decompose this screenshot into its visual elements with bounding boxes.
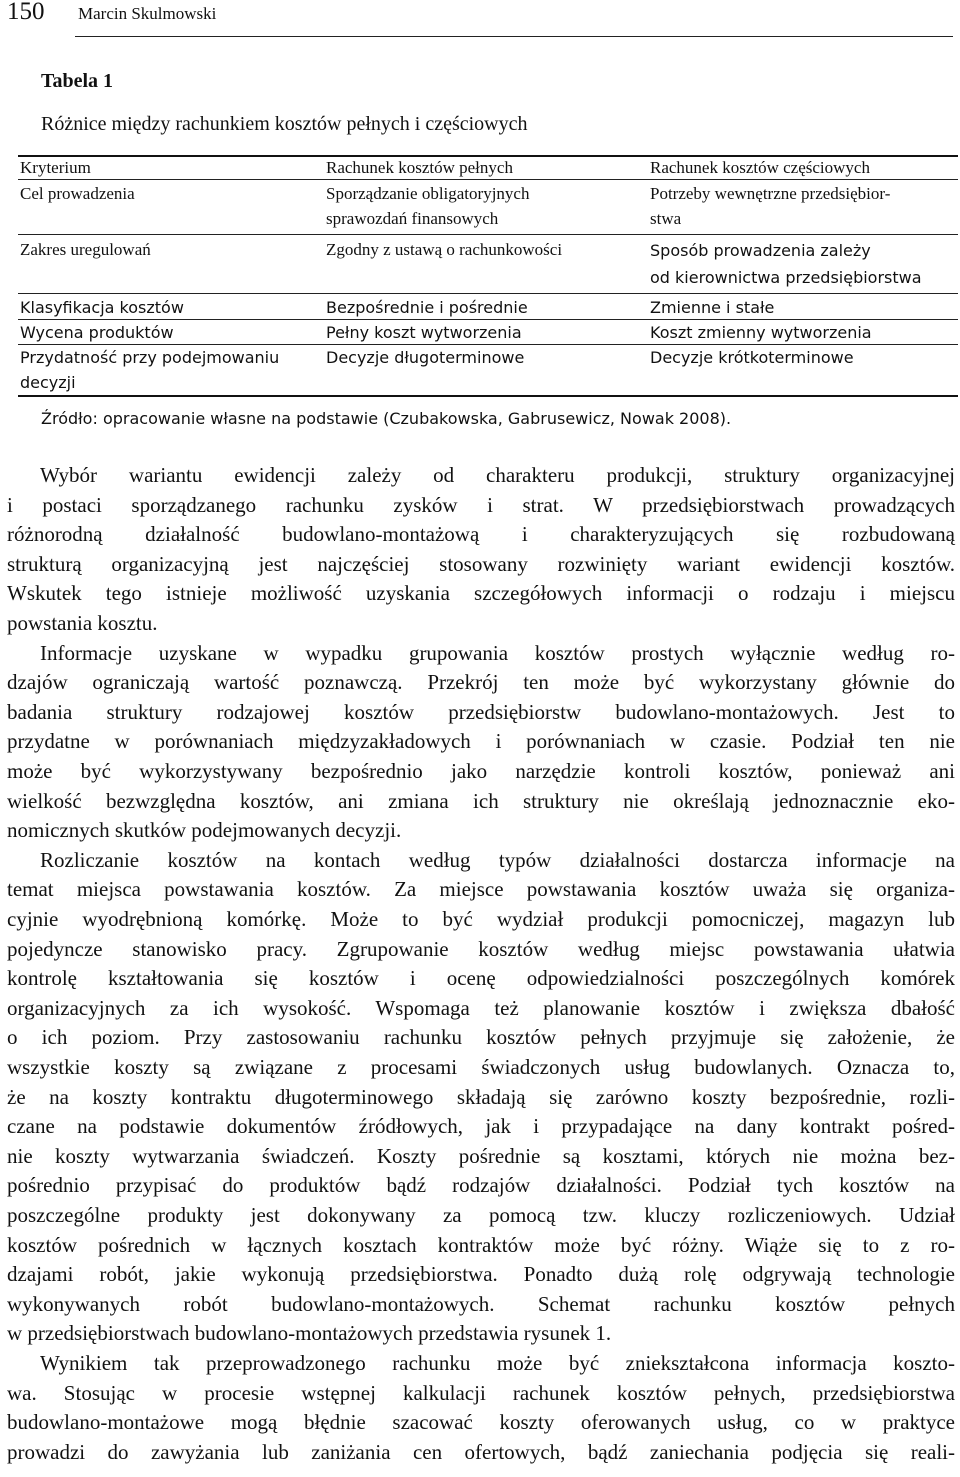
body-line: organizacyjnych za ich wysokość. Wspomaga też planowanie kosztów i zwiększa dbałość [7,996,955,1020]
row-rule [18,293,958,294]
body-line: Wybór wariantu ewidencji zależy od charakteru produkcji, struktury organizacyjnej [40,463,955,487]
body-line: czane na podstawie dokumentów źródłowych, jak i przypadające na dany kontrakt pośred- [7,1114,955,1138]
header-cell-partial-costing: Rachunek kosztów częściowych [650,158,870,177]
body-line: może być wykorzystywany bezpośrednio jako narzędzie kontroli kosztów, ponieważ ani [7,759,955,783]
cell-line: decyzji [20,373,76,392]
body-line: wszystkie koszty są związane z procesami świadczonych usług budowlanych. Oznacza to, [7,1055,955,1079]
cell-line: Pełny koszt wytworzenia [326,323,522,342]
cell-line: Decyzje krótkoterminowe [650,348,854,367]
table-cell [650,320,950,345]
cell-line: Przydatność przy podejmowaniu [20,348,280,367]
body-line: o ich poziom. Przy zastosowaniu rachunku kosztów pełnych przyjmuje się założenie, że [7,1025,955,1049]
cell-line: Sposób prowadzenia zależy [650,241,871,260]
cell-line: od kierownictwa przedsiębiorstwa [650,268,922,287]
row-rule [18,234,958,235]
body-line: Wynikiem tak przeprowadzonego rachunku może być zniekształcona informacja koszto- [40,1351,955,1375]
body-line: poszczególne produkty jest dokonywany za pomocą tzw. kluczy rozliczeniowych. Udział [7,1203,955,1227]
body-line: nie koszty wytwarzania świadczeń. Koszty pośrednie są kosztami, których nie można bez- [7,1144,955,1168]
table-source-note: Źródło: opracowanie własne na podstawie (Czubakowska, Gabrusewicz, Nowak 2008). [41,409,732,428]
cell-line: Bezpośrednie i pośrednie [326,298,528,317]
body-line: wa. Stosując w procesie wstępnej kalkulacji rachunek kosztów pełnych, przedsiębiorstwa [7,1381,955,1405]
running-header [7,0,953,38]
header-rule [75,36,953,37]
body-line: i postaci sporządzanego rachunku zysków i strat. W przedsiębiorstwach prowadzących [7,493,955,517]
table-cell [650,345,950,370]
table-cell [20,181,320,206]
table-cell [326,320,644,345]
body-line: dzajów ograniczają wartość poznawczą. Przekrój ten może być wykorzystany głównie do [7,670,955,694]
body-line: kosztów pośrednich w łącznych kosztach kontraktów może być różny. Wiąże się to z ro- [7,1233,955,1257]
table-cell [20,237,320,262]
body-line: pośrednio przypisać do produktów bądź rodzajów działalności. Podział tych kosztów na [7,1173,955,1197]
table-cell [650,237,950,291]
body-line: dzajami robót, jakie wykonują przedsiębiorstwa. Ponadto dużą rolę odgrywają technologie [7,1262,955,1286]
body-line: prowadzi do zawyżania lub zaniżania cen ofertowych, bądź zaniechania podjęcia się reali- [7,1440,955,1464]
cell-line: Cel prowadzenia [20,184,135,203]
table-cell [650,181,950,231]
table-bottom-rule [18,395,958,397]
table-cell [650,295,950,320]
body-line: przydatne w porównaniach międzyzakładowych i porównaniach w czasie. Podział ten nie [7,729,955,753]
table-cell [326,237,644,262]
table-header-rule [18,179,958,180]
body-line: budowlano-montażowe mogą błędnie szacować koszty oferowanych usług, co w praktyce [7,1410,955,1434]
body-line: Informacje uzyskane w wypadku grupowania kosztów prostych wyłącznie według ro- [40,641,955,665]
body-line: badania struktury rodzajowej kosztów przedsiębiorstw budowlano-montażowych. Jest to [7,700,955,724]
cell-line: Koszt zmienny wytworzenia [650,323,872,342]
body-line: wykonywanych robót budowlano-montażowych. Schemat rachunku kosztów pełnych [7,1292,955,1316]
cell-line: Wycena produktów [20,323,174,342]
body-line: wielkość bezwzględna kosztów, ani zmiana ich struktury nie określają jednoznacznie eko- [7,789,955,813]
table-cell [20,295,320,320]
cell-line: stwa [650,209,682,228]
body-line: nomicznych skutków podejmowanych decyzji. [7,818,402,842]
header-cell-full-costing: Rachunek kosztów pełnych [326,158,513,177]
body-line: kontrolę kształtowania się kosztów i ocenę odpowiedzialności poszczególnych komórek [7,966,955,990]
body-line: różnorodną działalność budowlano-montażową i charakteryzujących się rozbudowaną [7,522,955,546]
table-cell [20,345,320,395]
body-line: że na koszty kontraktu długoterminowego składają się zarówno koszty bezpośrednie, rozli- [7,1085,955,1109]
cell-line: Zakres uregulowań [20,240,151,259]
body-line: Wskutek tego istnieje możliwość uzyskania szczegółowych informacji o rodzaju i miejscu [7,581,955,605]
cell-line: Potrzeby wewnętrzne przedsiębior- [650,184,891,203]
body-line: Rozliczanie kosztów na kontach według typów działalności dostarcza informacje na [40,848,955,872]
body-line: powstania kosztu. [7,611,158,635]
body-line: cyjnie wyodrębnioną komórkę. Może to być wydział produkcji pomocniczej, magazyn lub [7,907,955,931]
table-cell [20,320,320,345]
table-title: Różnice między rachunkiem kosztów pełnych i częściowych [41,113,528,135]
body-line: w przedsiębiorstwach budowlano-montażowych przedstawia rysunek 1. [7,1321,612,1345]
page-number: 150 [7,0,45,25]
cell-line: sprawozdań finansowych [326,209,499,228]
running-author: Marcin Skulmowski [78,4,217,23]
cell-line: Zmienne i stałe [650,298,775,317]
cell-line: Decyzje długoterminowe [326,348,525,367]
cell-line: Sporządzanie obligatoryjnych [326,184,530,203]
table-cell [326,181,644,231]
cell-line: Zgodny z ustawą o rachunkowości [326,240,563,259]
table-cell [326,295,644,320]
cell-line: Klasyfikacja kosztów [20,298,184,317]
body-line: pojedyncze stanowisko pracy. Zgrupowanie kosztów według miejsc powstawania ułatwia [7,937,955,961]
table-cell [326,345,644,370]
table-number: Tabela 1 [41,70,114,92]
body-line: temat miejsca powstawania kosztów. Za miejsce powstawania kosztów uważa się organiza- [7,877,955,901]
header-cell-criterion: Kryterium [20,158,91,177]
body-line: strukturą organizacyjną jest najczęściej stosowany rozwinięty wariant ewidencji kosztów. [7,552,955,576]
